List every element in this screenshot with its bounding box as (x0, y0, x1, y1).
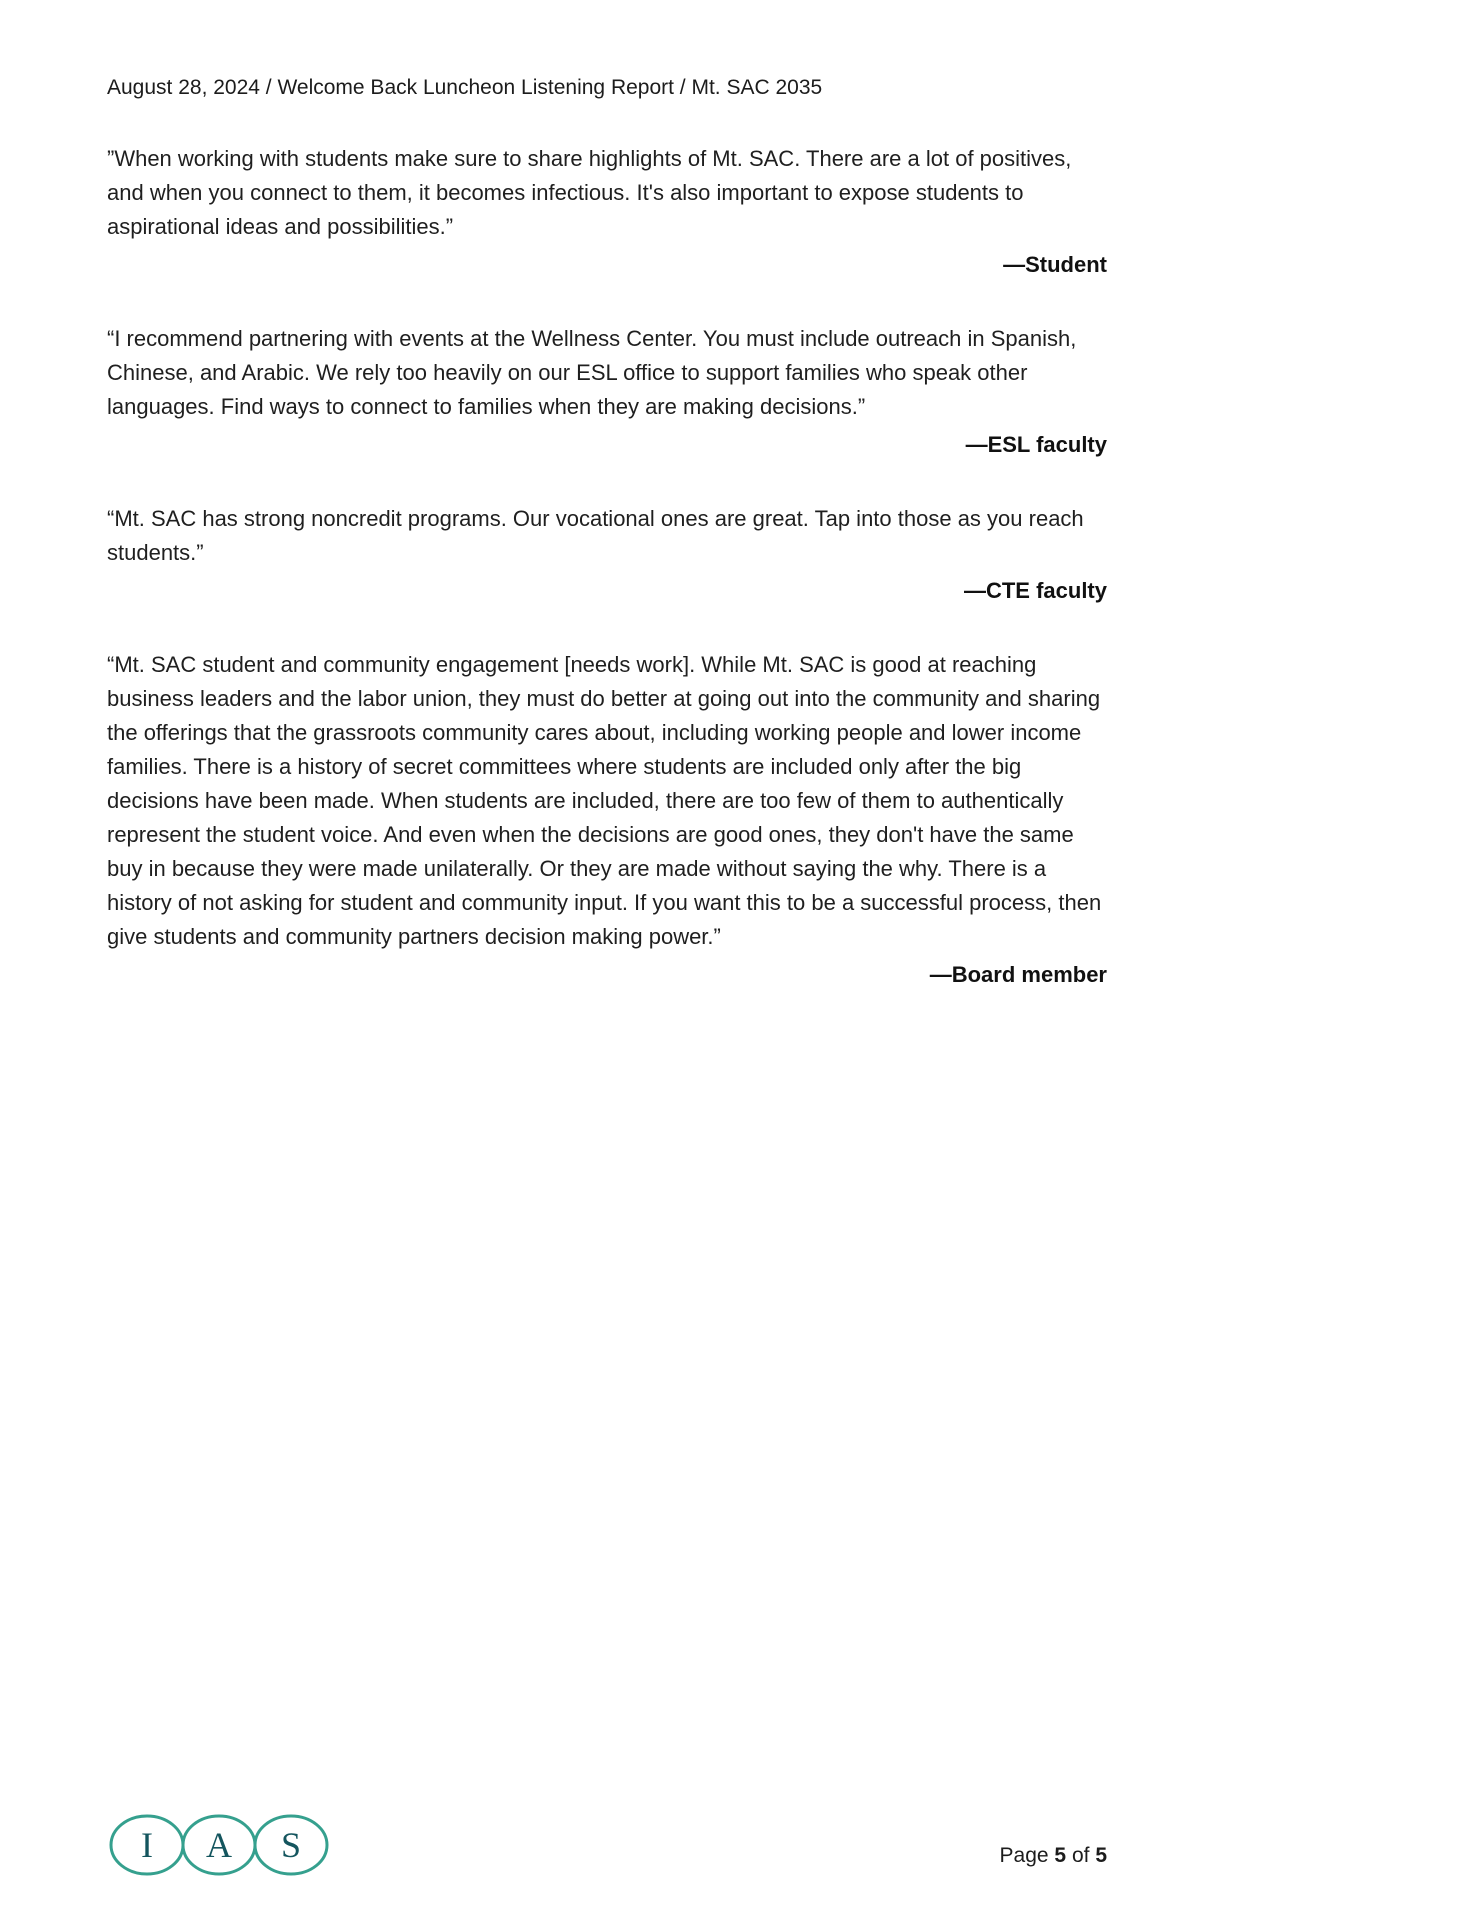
quote-attribution: —Board member (929, 962, 1107, 987)
page-indicator (1000, 1844, 1107, 1878)
ias-logo (107, 1812, 332, 1878)
quotes-section (107, 142, 1107, 1032)
quote-attribution: —CTE faculty (963, 578, 1107, 603)
logo-letter-a: A (206, 1825, 232, 1865)
header-title: August 28, 2024 / Welcome Back Luncheon Listening Report / Mt. SAC 2035 (107, 76, 823, 99)
page-indicator-total: 5 (1095, 1844, 1107, 1867)
quote-block (107, 502, 1107, 608)
quote-attribution: —ESL faculty (965, 432, 1107, 457)
quote-text: “Mt. SAC student and community engagement [needs work]. While Mt. SAC is good at reaching business leaders and the labor union, they must do better at going out into the community and sharing the offerings that the grassroots community cares about, including working people and lower income families. There is a history of secret committees where students are included only after the big decisions have been made. When students are included, there are too few of them to authentically represent the student voice. And even when the decisions are good ones, they don't have the same buy in because they were made unilaterally. Or they are made without saying the why. There is a history of not asking for student and community input. If you want this to be a successful process, then give students and community partners decision making power.” (107, 652, 1102, 949)
page-indicator-separator: of (1071, 1844, 1090, 1867)
quote-text: “I recommend partnering with events at the Wellness Center. You must include outreach in Spanish, Chinese, and Arabic. We rely too heavily on our ESL office to support families who speak other languages. Find ways to connect to families when they are making decisions.” (107, 326, 1077, 419)
quote-text: “Mt. SAC has strong noncredit programs. Our vocational ones are great. Tap into those as you reach students.” (107, 506, 1084, 565)
quote-block (107, 648, 1107, 992)
logo-letter-s: S (280, 1825, 302, 1865)
page-indicator-current: 5 (1054, 1844, 1067, 1867)
page-indicator-prefix: Page (999, 1844, 1049, 1867)
page-footer (107, 1812, 1107, 1878)
quote-block (107, 322, 1107, 462)
logo-letter-i: I (141, 1825, 153, 1865)
quote-block (107, 142, 1107, 282)
quote-attribution: —Student (1003, 252, 1107, 277)
quote-text: ”When working with students make sure to share highlights of Mt. SAC. There are a lot of positives, and when you connect to them, it becomes infectious. It's also important to expose students to aspirational ideas and possibilities.” (107, 146, 1072, 239)
